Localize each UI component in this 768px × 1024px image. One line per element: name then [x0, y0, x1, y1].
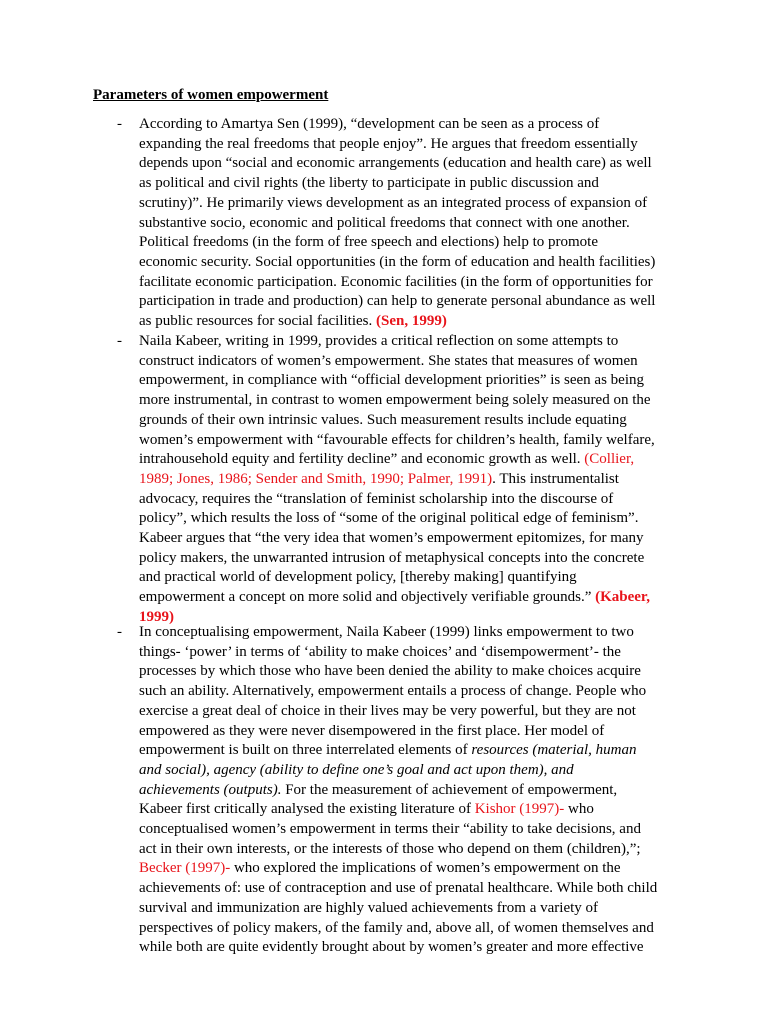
text-line	[139, 450, 669, 470]
body-text: empowerment, in compliance with “official development priorities” is seen as being	[139, 372, 644, 389]
text-line	[139, 352, 669, 372]
citation-text: (Sen, 1999)	[376, 313, 447, 330]
text-line	[139, 859, 669, 879]
text-line	[139, 820, 669, 840]
text-line	[139, 761, 669, 781]
text-line	[139, 214, 669, 234]
text-line	[139, 741, 669, 761]
text-line	[139, 470, 669, 490]
body-text: as public resources for social facilities.	[139, 313, 376, 330]
text-line	[139, 194, 669, 214]
text-line	[139, 292, 669, 312]
body-text: conceptualised women’s empowerment in terms their “ability to take decisions, and	[139, 821, 641, 838]
citation-text: and social), agency (ability to define one’s goal and act upon them), and	[139, 761, 574, 778]
text-line	[139, 174, 669, 194]
citation-text: (Kabeer,	[595, 589, 650, 606]
text-line	[139, 682, 669, 702]
page-title: Parameters of women empowerment	[93, 87, 329, 103]
body-text: scrutiny)”. He primarily views development as an integrated process of expansion of	[139, 194, 648, 211]
paragraph-kabeer-critique	[139, 332, 669, 628]
body-text: as political and civil rights (the liberty to participate in public discussion and	[139, 175, 599, 192]
text-line	[139, 643, 669, 663]
body-text: processes by which those who have been denied the ability to make choices acquire	[139, 663, 641, 680]
body-text: Kabeer first critically analysed the existing literature of	[139, 801, 475, 818]
body-text: Naila Kabeer, writing in 1999, provides a critical reflection on some attempts to	[139, 333, 619, 349]
text-line	[139, 781, 669, 801]
text-line	[139, 588, 669, 608]
text-line	[139, 233, 669, 253]
text-line	[139, 115, 669, 135]
body-text: act in their own interests, or the interests of those who depend on them (children),”;	[139, 840, 641, 857]
body-text: policy makers, the unwarranted intrusion of metaphysical concepts into the concrete	[139, 549, 645, 566]
body-text: advocacy, requires the “translation of feminist scholarship into the discourse of	[139, 490, 614, 507]
body-text: expanding the real freedoms that people enjoy”. He argues that freedom essentially	[139, 135, 638, 152]
body-text: while both are quite evidently brought about by women’s greater and more effective	[139, 939, 644, 956]
body-text: facilitate economic participation. Economic facilities (in the form of opportunities for	[139, 273, 653, 290]
text-line	[139, 722, 669, 742]
body-text: . This instrumentalist	[492, 470, 619, 487]
citation-text: Kishor (1997)-	[474, 801, 565, 818]
text-line	[139, 899, 669, 919]
body-text: achievements of: use of contraception and use of prenatal healthcare. While both child	[139, 880, 658, 897]
body-text: empowerment a concept on more solid and objectively verifiable grounds.”	[139, 589, 596, 606]
bullet-dash: -	[117, 116, 122, 132]
body-text: Kabeer argues that “the very idea that women’s empowerment epitomizes, for many	[139, 530, 644, 547]
body-text: and practical world of development policy, [thereby making] quantifying	[139, 569, 577, 586]
body-text: exercise a great deal of choice in their lives may be very powerful, but they are not	[139, 702, 636, 719]
body-text: more instrumental, in contrast to women empowerment being solely measured on the	[139, 392, 651, 409]
body-text: Political freedoms (in the form of free speech and elections) help to promote	[139, 234, 599, 251]
citation-text: (Collier,	[584, 451, 635, 468]
text-line	[139, 312, 669, 332]
text-line	[139, 332, 669, 352]
citation-text: achievements (outputs).	[139, 781, 282, 798]
body-text: For the measurement of achievement of empowerment,	[281, 781, 618, 798]
text-line	[139, 529, 669, 549]
text-line	[139, 509, 669, 529]
body-text: empowered as they were never disempowered in the first place. Her model of	[139, 722, 605, 739]
text-line	[139, 800, 669, 820]
text-line	[139, 840, 669, 860]
bullet-dash: -	[117, 333, 122, 349]
text-line	[139, 702, 669, 722]
citation-text: 1989; Jones, 1986; Sender and Smith, 1990; Palmer, 1991)	[139, 470, 493, 487]
body-text: policy”, which results the loss of “some of the original political edge of feminism”.	[139, 510, 639, 527]
text-line	[139, 411, 669, 431]
paragraph-sen	[139, 115, 669, 332]
text-line	[139, 431, 669, 451]
body-text: substantive socio, economic and political freedoms that connect with one another.	[139, 214, 630, 231]
text-line	[139, 135, 669, 155]
body-text: participation in trade and production) can help to generate personal abundance as well	[139, 293, 656, 310]
body-text: perspectives of policy makers, of the family and, above all, of women themselves and	[139, 919, 654, 936]
text-line	[139, 623, 669, 643]
body-text: construct indicators of women’s empowerment. She states that measures of women	[139, 352, 638, 369]
text-line	[139, 154, 669, 174]
text-line	[139, 273, 669, 293]
body-text: things- ‘power’ in terms of ‘ability to make choices’ and ‘disempowerment’- the	[139, 643, 621, 660]
citation-text: Becker (1997)-	[139, 860, 231, 877]
body-text: empowerment is built on three interrelated elements of	[139, 742, 472, 759]
body-text: who explored the implications of women’s empowerment on the	[230, 860, 621, 877]
body-text: who	[564, 801, 594, 818]
body-text: In conceptualising empowerment, Naila Kabeer (1999) links empowerment to two	[139, 624, 634, 640]
text-line	[139, 391, 669, 411]
citation-text: 1999)	[139, 608, 174, 625]
body-text: According to Amartya Sen (1999), “development can be seen as a process of	[139, 116, 600, 132]
bullet-dash: -	[117, 624, 122, 640]
body-text: such an ability. Alternatively, empowerment entails a process of change. People who	[139, 683, 647, 700]
text-line	[139, 253, 669, 273]
text-line	[139, 568, 669, 588]
body-text: survival and immunization are highly valued achievements from a variety of	[139, 899, 599, 916]
body-text: grounds of their own intrinsic values. Such measurement results include equating	[139, 411, 627, 428]
text-line	[139, 919, 669, 939]
text-line	[139, 549, 669, 569]
body-text: depends upon “social and economic arrangements (education and health care) as well	[139, 155, 652, 172]
text-line	[139, 490, 669, 510]
text-line	[139, 371, 669, 391]
text-line	[139, 938, 669, 958]
text-line	[139, 879, 669, 899]
paragraph-kabeer-model	[139, 623, 669, 958]
body-text: intrahousehold equity and fertility decline” and economic growth as well.	[139, 451, 585, 468]
body-text: economic security. Social opportunities (in the form of education and health facilities)	[139, 253, 656, 270]
text-line	[139, 662, 669, 682]
citation-text: resources (material, human	[471, 742, 637, 759]
body-text: women’s empowerment with “favourable effects for children’s health, family welfare,	[139, 431, 655, 448]
